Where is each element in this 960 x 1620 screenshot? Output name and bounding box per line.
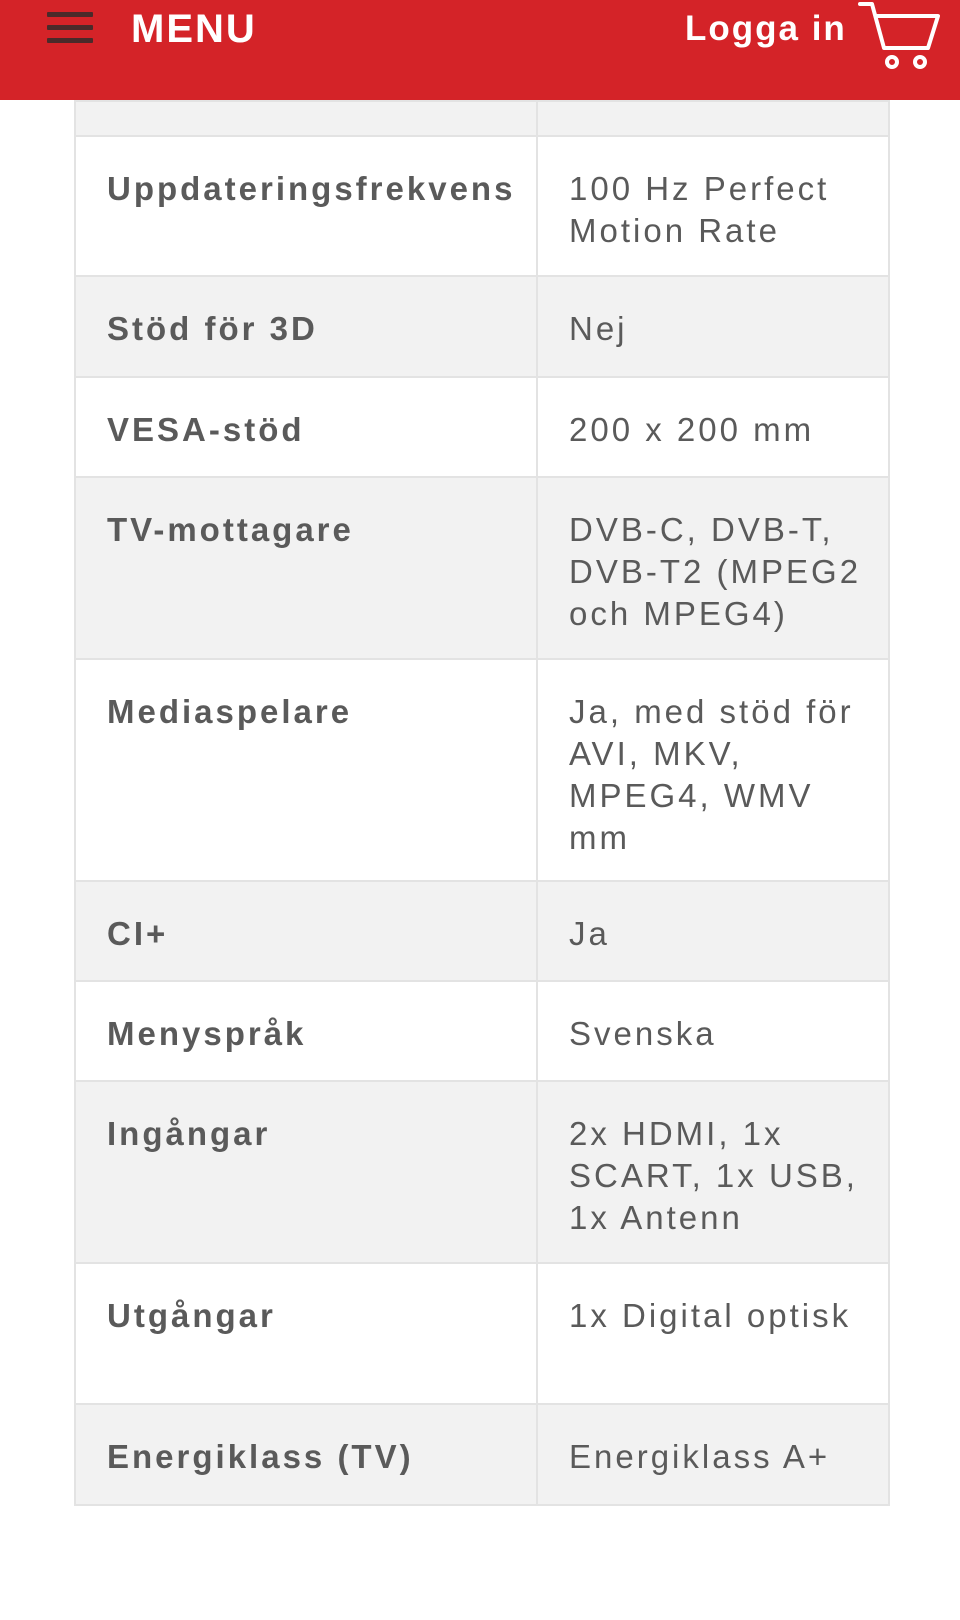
spec-value-cell [537,101,889,136]
top-nav-bar [0,0,960,100]
spec-label-cell [75,136,537,276]
spec-value: Svenska [569,1015,717,1052]
spec-row [75,276,889,377]
spec-label: VESA-stöd [107,411,305,448]
spec-value: Ja [569,915,610,952]
spec-value: 2x HDMI, 1x SCART, 1x USB, 1x Antenn [569,1115,858,1236]
spec-label: Utgångar [107,1297,276,1334]
spec-row [75,477,889,659]
spec-value: DVB-C, DVB-T, DVB-T2 (MPEG2 och MPEG4) [569,511,862,632]
shopping-cart-icon[interactable] [858,0,940,76]
spec-label: Stöd för 3D [107,310,318,347]
spec-value-cell [537,659,889,881]
spec-label-cell [75,276,537,377]
spec-label: TV-mottagare [107,511,354,548]
spec-row [75,1263,889,1404]
spec-row [75,981,889,1081]
hamburger-menu-icon[interactable] [47,12,93,44]
spec-value: 1x Digital optisk [569,1297,852,1334]
spec-label-cell [75,1404,537,1505]
spec-value: Energiklass A+ [569,1438,831,1475]
spec-label-cell [75,981,537,1081]
spec-label: Uppdateringsfrekvens [107,170,516,207]
spec-label: Menyspråk [107,1015,307,1052]
spec-value-cell [537,1263,889,1404]
spec-value-cell [537,377,889,477]
spec-label: Energiklass (TV) [107,1438,414,1475]
spec-row [75,136,889,276]
spec-label-cell [75,659,537,881]
spec-value-cell [537,276,889,377]
spec-value-cell [537,1404,889,1505]
spec-row [75,101,889,136]
spec-value: Nej [569,310,628,347]
spec-row [75,1081,889,1263]
spec-label-cell [75,881,537,981]
spec-value-cell [537,881,889,981]
spec-value-cell [537,981,889,1081]
spec-label: Mediaspelare [107,693,353,730]
spec-row [75,1404,889,1505]
spec-value-cell [537,477,889,659]
spec-value: 100 Hz Perfect Motion Rate [569,170,830,249]
spec-label: CI+ [107,915,169,952]
spec-label-cell [75,1263,537,1404]
spec-label-cell [75,477,537,659]
menu-button-label[interactable]: MENU [131,7,257,51]
spec-label: Ingångar [107,1115,271,1152]
spec-value: Ja, med stöd för AVI, MKV, MPEG4, WMV mm [569,693,854,856]
spec-value-cell [537,1081,889,1263]
spec-value: 200 x 200 mm [569,411,815,448]
spec-label-cell [75,377,537,477]
product-spec-table [74,100,890,1506]
spec-row [75,377,889,477]
spec-label-cell [75,1081,537,1263]
spec-value-cell [537,136,889,276]
spec-label-cell [75,101,537,136]
spec-row [75,659,889,881]
spec-row [75,881,889,981]
login-link[interactable]: Logga in [685,9,847,48]
